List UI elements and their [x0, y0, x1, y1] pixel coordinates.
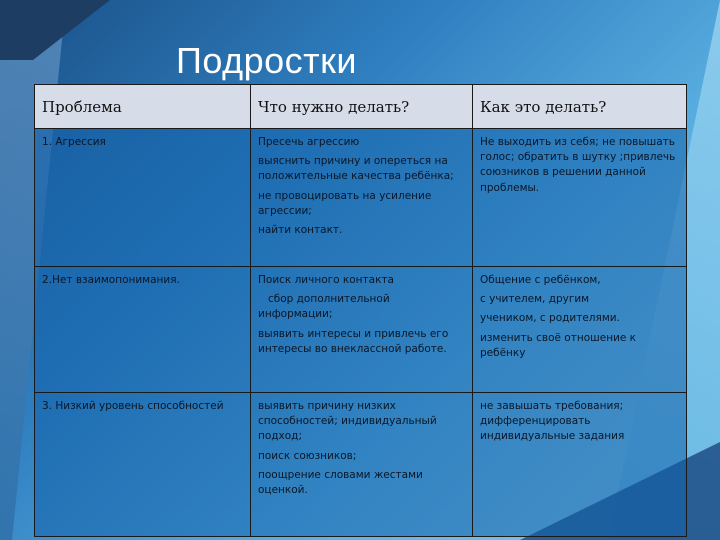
table-row [35, 129, 687, 267]
header-what-to-do: Что нужно делать? [251, 85, 473, 129]
what-line: поощрение словами жестами оценкой. [258, 468, 423, 497]
problem-cell: 2.Нет взаимопонимания. [35, 267, 251, 393]
problem-cell: 1. Агрессия [35, 129, 251, 267]
header-problem: Проблема [35, 85, 251, 129]
how-cell [473, 267, 687, 393]
what-line: не провоцировать на усиление агрессии; [258, 189, 432, 217]
how-line: изменить своё отношение к ребёнку [480, 331, 637, 359]
what-line: сбор дополнительной информации; [258, 293, 390, 321]
what-line: выявить причину низких способностей; индивидуальный подход; [258, 400, 437, 443]
slide-title: Подростки [176, 40, 358, 81]
problems-table [34, 84, 687, 537]
problem-cell: 3. Низкий уровень способностей [35, 393, 251, 537]
how-line: Не выходить из себя; не повышать голос; обратить в шутку ;привлечь союзников в решении данной проблемы. [480, 136, 676, 194]
table-row [35, 267, 687, 393]
header-how-to-do: Как это делать? [473, 85, 687, 129]
what-line: выявить интересы и привлечь его интересы во внеклассной работе. [258, 327, 449, 355]
what-line: Пресечь агрессию [258, 136, 360, 148]
what-line: найти контакт. [258, 224, 343, 237]
what-cell [251, 267, 473, 393]
how-line: с учителем, другим [480, 293, 590, 306]
how-cell [473, 393, 687, 537]
table-header-row [35, 85, 687, 129]
what-line: выяснить причину и опереться на положительные качества ребёнка; [258, 155, 454, 183]
what-line: Поиск личного контакта [258, 274, 394, 286]
what-cell [251, 393, 473, 537]
how-line: учеником, с родителями. [480, 312, 620, 325]
how-line: Общение с ребёнком, [480, 274, 601, 286]
what-cell [251, 129, 473, 267]
what-line: поиск союзников; [258, 449, 357, 462]
how-line: не завышать требования; дифференцировать индивидуальные задания [480, 400, 625, 443]
how-cell [473, 129, 687, 267]
table-row [35, 393, 687, 537]
